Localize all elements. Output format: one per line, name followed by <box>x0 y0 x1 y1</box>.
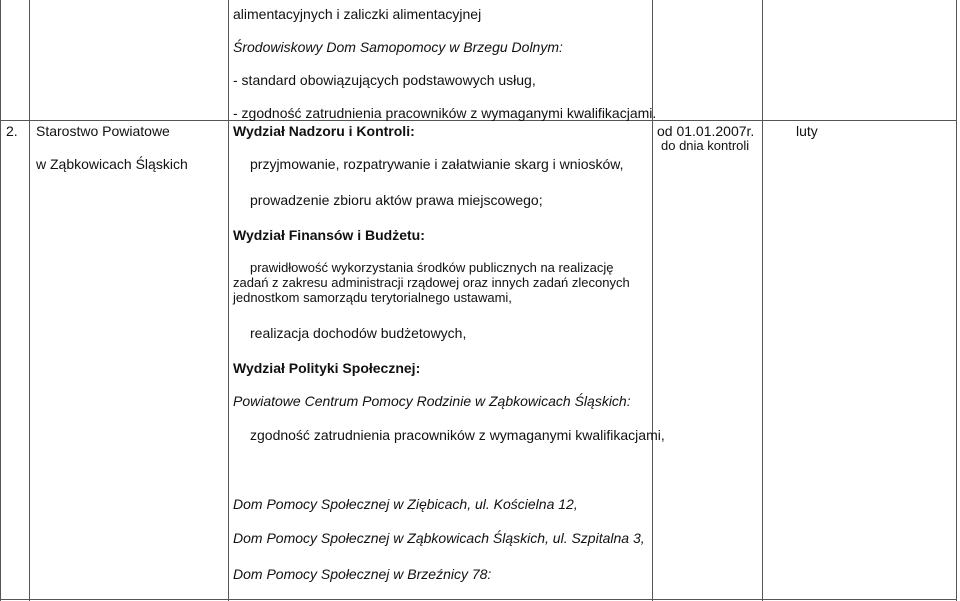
scope-item-continued: jednostkom samorządu terytorialnego ustawami, <box>233 290 512 305</box>
unit-name: Dom Pomocy Społecznej w Brzeźnicy 78: <box>233 566 492 582</box>
table-border-bottom <box>0 599 957 600</box>
scope-item: przyjmowanie, rozpatrywanie i załatwianie skarg i wniosków, <box>250 156 624 172</box>
unit-name: Dom Pomocy Społecznej w Ząbkowicach Śląskich, ul. Szpitalna 3, <box>233 530 645 546</box>
column-divider-institution <box>228 0 229 601</box>
unit-name: Dom Pomocy Społecznej w Ziębicach, ul. Kościelna 12, <box>233 496 578 512</box>
section-heading: Wydział Finansów i Budżetu: <box>233 227 425 243</box>
period-from: od 01.01.2007r. <box>657 123 755 139</box>
scope-item: prawidłowość wykorzystania środków publicznych na realizację <box>250 260 614 275</box>
scope-item: prowadzenie zbioru aktów prawa miejscowego; <box>250 192 543 208</box>
unit-name: Środowiskowy Dom Samopomocy w Brzegu Dolnym: <box>233 39 563 55</box>
scope-item: - standard obowiązujących podstawowych usług, <box>233 72 536 88</box>
scope-item-continued: zadań z zakresu administracji rządowej oraz innych zadań zleconych <box>233 275 630 290</box>
table-border-right <box>956 0 957 601</box>
section-heading: Wydział Polityki Społecznej: <box>233 360 421 376</box>
scope-item: realizacja dochodów budżetowych, <box>250 325 467 341</box>
period-to: do dnia kontroli <box>661 138 750 153</box>
column-divider-period <box>762 0 763 601</box>
table-border-left <box>0 0 1 601</box>
unit-name: Powiatowe Centrum Pomocy Rodzinie w Ząbkowicach Śląskich: <box>233 393 631 409</box>
section-heading: Wydział Nadzoru i Kontroli: <box>233 123 415 139</box>
scope-item: zgodność zatrudnienia pracowników z wymaganymi kwalifikacjami, <box>250 427 665 443</box>
scope-item: - zgodność zatrudnienia pracowników z wymaganymi kwalifikacjami. <box>233 105 657 121</box>
column-divider-scope <box>652 0 653 601</box>
control-month: luty <box>796 123 818 139</box>
institution-name-line2: w Ząbkowicach Śląskich <box>36 156 188 172</box>
row-number: 2. <box>6 123 18 139</box>
continued-text-line: alimentacyjnych i zaliczki alimentacyjnej <box>233 6 482 22</box>
column-divider-number <box>29 0 30 601</box>
institution-name-line1: Starostwo Powiatowe <box>36 123 170 139</box>
